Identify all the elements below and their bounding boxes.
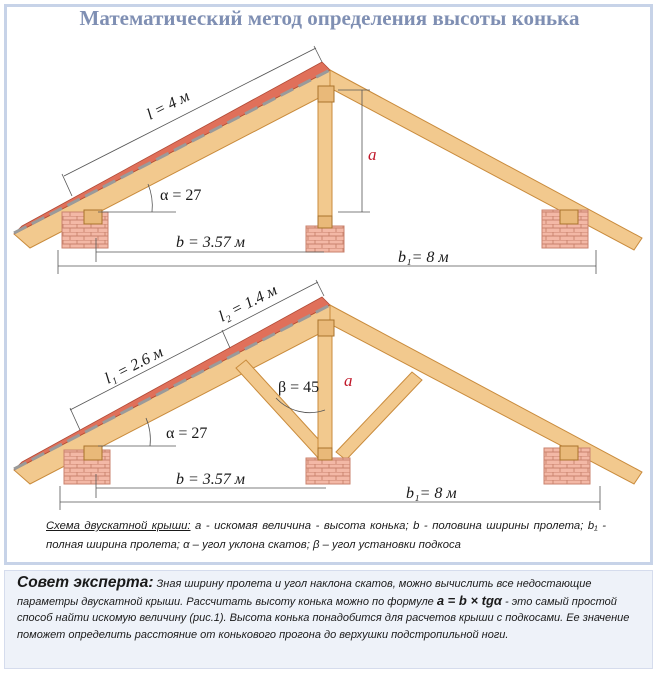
caption-text: a - искомая величина - высота конька; b - половина ширины пролета; b₁ - полная ширина пролета; α – угол уклона скатов; β – угол установки подкоса [46,520,606,551]
tip-text-1: Зная ширину пролета и угол наклона скатов, можно вычислить все недостающие параметры двускатной крыши. Рассчитать высоту конька можно по формуле [17,578,592,608]
tip-text-2: - это самый простой способ найти искомую величину (рис.1). Высота конька понадобится для расчетов крыши с подкосами. Ее значение поможет определить расстояние от конькового прогона до верхушки подстропильной ноги. [17,595,630,641]
label-l1-2: l₁ = 2.6 м [102,343,166,388]
label-a-2: a [344,371,353,390]
caption-lead: Схема двускатной крыши: [46,520,191,532]
diagram-caption [46,517,606,555]
right-rafter-2 [330,305,642,484]
label-l-1: l = 4 м [144,87,193,124]
expert-tip-box [4,570,653,669]
label-b1-1: b₁= 8 м [398,249,449,266]
brick-pillar-mid-1 [306,226,344,252]
ridge-beam-2 [318,320,334,336]
label-a-1: a [368,145,377,164]
page-title: Математический метод определения высоты конька [79,6,580,30]
left-strut-2 [236,360,330,460]
ridge-beam-1 [318,86,334,102]
king-post-2 [318,322,332,460]
label-beta-2: β = 45 [278,379,320,396]
tip-formula: a = b × tgα [436,592,502,608]
brick-pillar-mid-2 [306,458,350,484]
diagram-1 [14,46,642,274]
right-rafter-1 [330,70,642,250]
label-alpha-1: α = 27 [160,187,202,204]
label-b1-2: b₁= 8 м [406,485,457,502]
label-alpha-2: α = 27 [166,425,208,442]
label-b-2: b = 3.57 м [176,471,246,488]
label-b-1: b = 3.57 м [176,234,246,251]
diagram-2 [14,280,642,510]
label-l2-2: l₂ = 1.4 м [216,281,280,326]
king-post-1 [318,88,332,228]
tip-heading: Совет эксперта: [17,574,154,591]
